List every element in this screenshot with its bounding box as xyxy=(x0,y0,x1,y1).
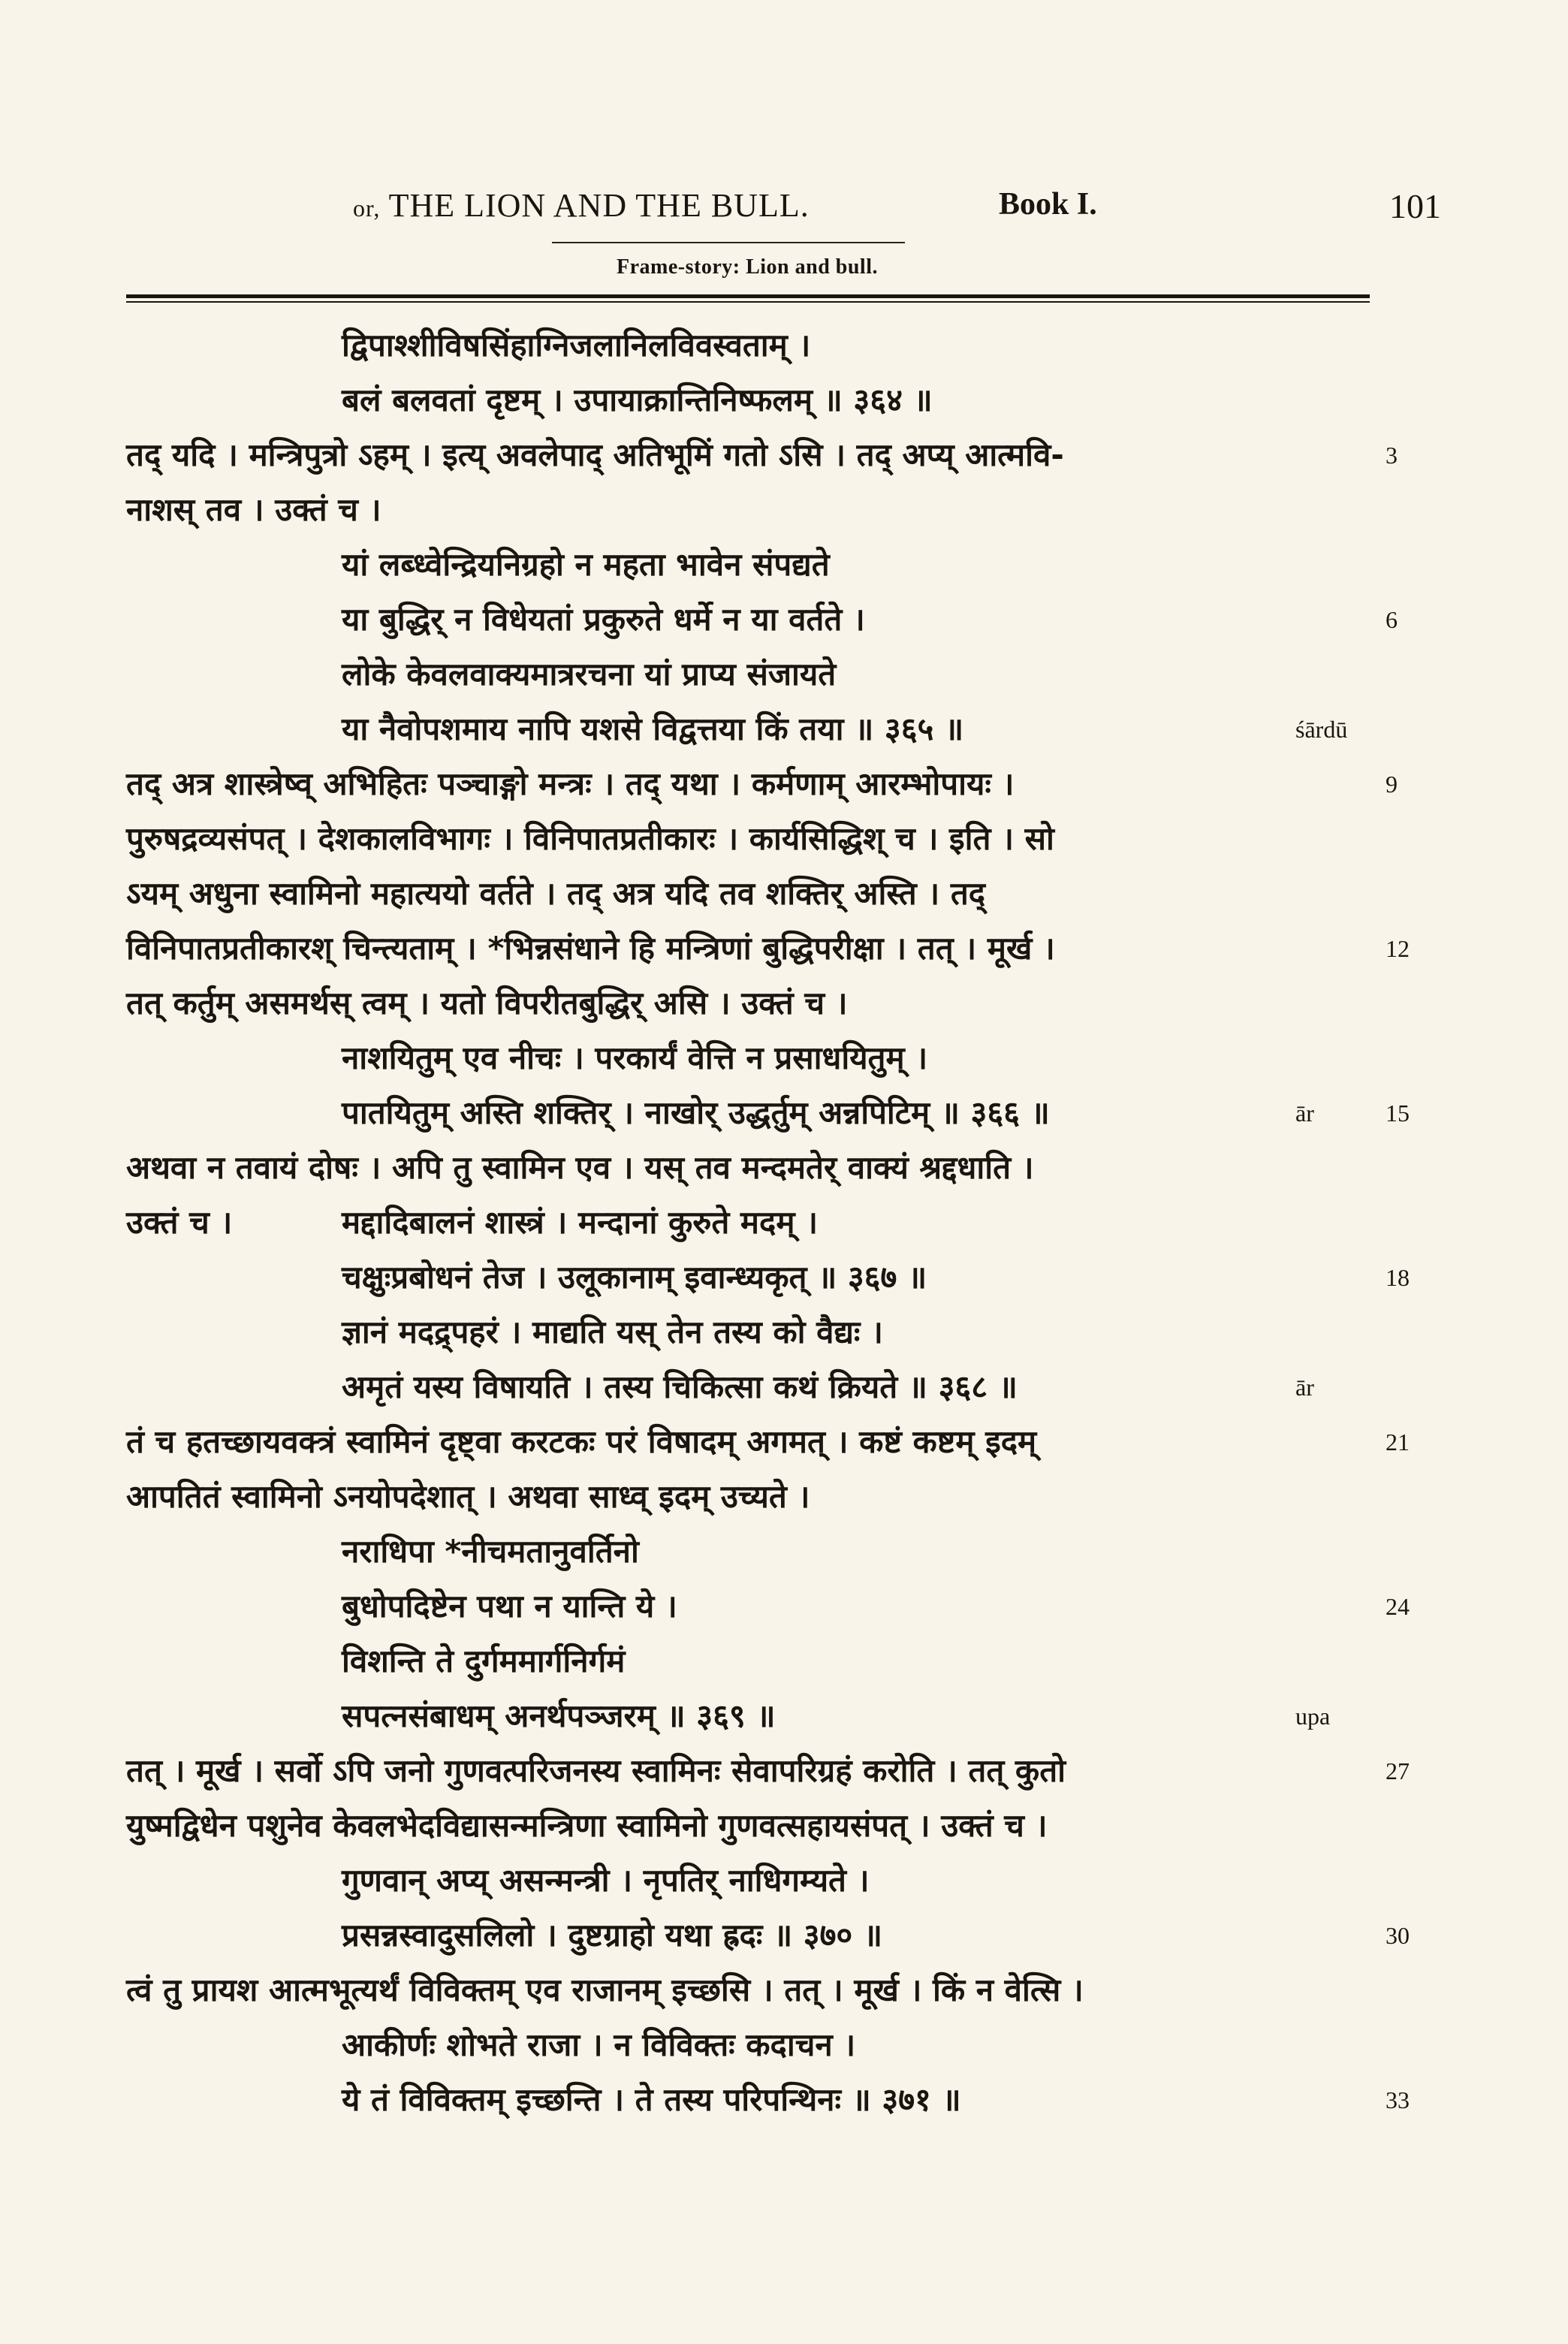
meter-label: upa xyxy=(1295,1703,1331,1730)
section-subtitle: Frame-story: Lion and bull. xyxy=(617,255,878,279)
text-line: पुरुषद्रव्यसंपत् । देशकालविभागः । विनिपातप्रतीकारः । कार्यसिद्धिश् च । इति । सो xyxy=(126,820,1054,857)
line-number: 3 xyxy=(1386,442,1398,469)
text-line: बलं बलवतां दृष्टम् । उपायाक्रान्तिनिष्फलम् ॥ ३६४ ॥ xyxy=(342,382,933,418)
text-line: नाशयितुम् एव नीचः । परकार्यं वेत्ति न प्रसाधयितुम् । xyxy=(342,1039,928,1076)
text-line: यां लब्ध्वेन्द्रियनिग्रहो न महता भावेन संपद्यते xyxy=(342,546,830,583)
meter-label: ār xyxy=(1295,1100,1314,1127)
line-lead: उक्तं च । xyxy=(126,1204,233,1241)
line-number: 9 xyxy=(1386,771,1398,798)
text-line: गुणवान् अप्य् असन्मन्त्री । नृपतिर् नाधिगम्यते । xyxy=(342,1862,870,1899)
title-prefix: or, xyxy=(353,195,381,222)
line-number: 33 xyxy=(1386,2086,1410,2113)
text-line: विनिपातप्रतीकारश् चिन्त्यताम् । *भिन्नसंधाने हि मन्त्रिणां बुद्धिपरीक्षा । तत् । मूर्ख । xyxy=(126,930,1055,967)
line-verse-text: मद्दादिबालनं शास्त्रं । मन्दानां कुरुते मदम् । xyxy=(342,1204,818,1241)
header-rule-thin xyxy=(126,301,1370,303)
text-line: तत् कर्तुम् असमर्थस् त्वम् । यतो विपरीतबुद्धिर् असि । उक्तं च । xyxy=(126,985,848,1021)
text-line: ऽयम् अधुना स्वामिनो महात्ययो वर्तते । तद् अत्र यदि तव शक्तिर् अस्ति । तद् xyxy=(126,875,986,912)
text-line: या बुद्धिर् न विधेयतां प्रकुरुते धर्मे न या वर्तते । xyxy=(342,601,865,638)
title-main: THE LION AND THE BULL. xyxy=(388,187,810,224)
header-rule-thick xyxy=(126,294,1370,298)
text-line: अथवा न तवायं दोषः । अपि तु स्वामिन एव । यस् तव मन्दमतेर् वाक्यं श्रद्दधाति । xyxy=(126,1149,1034,1186)
text-line: नराधिपा *नीचमतानुवर्तिनो xyxy=(342,1533,639,1570)
line-number: 21 xyxy=(1386,1428,1410,1456)
line-number: 30 xyxy=(1386,1922,1410,1949)
meter-label: śārdū xyxy=(1295,716,1348,743)
text-line: अमृतं यस्य विषायति । तस्य चिकित्सा कथं क्रियते ॥ ३६८ ॥ xyxy=(342,1368,1018,1405)
text-line: सपत्नसंबाधम् अनर्थपञ्जरम् ॥ ३६९ ॥ xyxy=(342,1697,776,1734)
text-line: पातयितुम् अस्ति शक्तिर् । नाखोर् उद्धर्तुम् अन्नपिटिम् ॥ ३६६ ॥ xyxy=(342,1094,1050,1131)
text-line: बुधोपदिष्टेन पथा न यान्ति ये । xyxy=(342,1588,677,1625)
page-number: 101 xyxy=(1389,187,1441,225)
line-number: 18 xyxy=(1386,1264,1410,1291)
text-line xyxy=(126,1196,1373,1250)
text-line: नाशस् तव । उक्तं च । xyxy=(126,491,381,528)
text-line: त्वं तु प्रायश आत्मभूत्यर्थं विविक्तम् एव राजानम् इच्छसि । तत् । मूर्ख । किं न वेत्सि । xyxy=(126,1971,1084,2008)
book-label: Book I. xyxy=(999,187,1097,222)
text-line: ये तं विविक्तम् इच्छन्ति । ते तस्य परिपन्थिनः ॥ ३७१ ॥ xyxy=(342,2081,961,2118)
text-line: आकीर्णः शोभते राजा । न विविक्तः कदाचन । xyxy=(342,2026,856,2063)
text-line: या नैवोपशमाय नापि यशसे विद्वत्तया किं तया ॥ ३६५ ॥ xyxy=(342,710,964,747)
text-line: प्रसन्नस्वादुसलिलो । दुष्टग्राहो यथा ह्रदः ॥ ३७० ॥ xyxy=(342,1917,883,1953)
header-divider xyxy=(552,242,905,243)
meter-label: ār xyxy=(1295,1374,1314,1401)
line-number: 6 xyxy=(1386,606,1398,633)
line-number: 27 xyxy=(1386,1757,1410,1784)
line-number: 24 xyxy=(1386,1593,1410,1620)
text-line: चक्षुःप्रबोधनं तेज । उलूकानाम् इवान्ध्यकृत् ॥ ३६७ ॥ xyxy=(342,1259,927,1296)
text-line: तं च हतच्छायवक्त्रं स्वामिनं दृष्ट्वा करटकः परं विषादम् अगमत् । कष्टं कष्टम् इदम् xyxy=(126,1423,1037,1460)
text-line: ज्ञानं मदद्र्पहरं । माद्यति यस् तेन तस्य को वैद्यः । xyxy=(342,1314,883,1350)
text-line: तत् । मूर्ख । सर्वो ऽपि जनो गुणवत्परिजनस्य स्वामिनः सेवापरिग्रहं करोति । तत् कुतो xyxy=(126,1752,1066,1789)
line-number: 12 xyxy=(1386,935,1410,962)
text-line: लोके केवलवाक्यमात्ररचना यां प्राप्य संजायते xyxy=(342,656,837,692)
line-number: 15 xyxy=(1386,1100,1410,1127)
text-line: तद् यदि । मन्त्रिपुत्रो ऽहम् । इत्य् अवलेपाद् अतिभूमिं गतो ऽसि । तद् अप्य् आत्मवि- xyxy=(126,436,1064,473)
running-title xyxy=(353,186,810,225)
text-line: तद् अत्र शास्त्रेष्व् अभिहितः पञ्चाङ्गो मन्त्रः । तद् यथा । कर्मणाम् आरम्भोपायः । xyxy=(126,765,1015,802)
text-line: विशन्ति ते दुर्गममार्गनिर्गमं xyxy=(342,1643,626,1679)
text-line: द्विपाश्शीविषसिंहाग्निजलानिलविवस्वताम् । xyxy=(342,327,811,364)
text-line: आपतितं स्वामिनो ऽनयोपदेशात् । अथवा साध्व् इदम् उच्यते । xyxy=(126,1478,810,1515)
text-line: युष्मद्विधेन पशुनेव केवलभेदविद्यासन्मन्त्रिणा स्वामिनो गुणवत्सहायसंपत् । उक्तं च । xyxy=(126,1807,1048,1844)
